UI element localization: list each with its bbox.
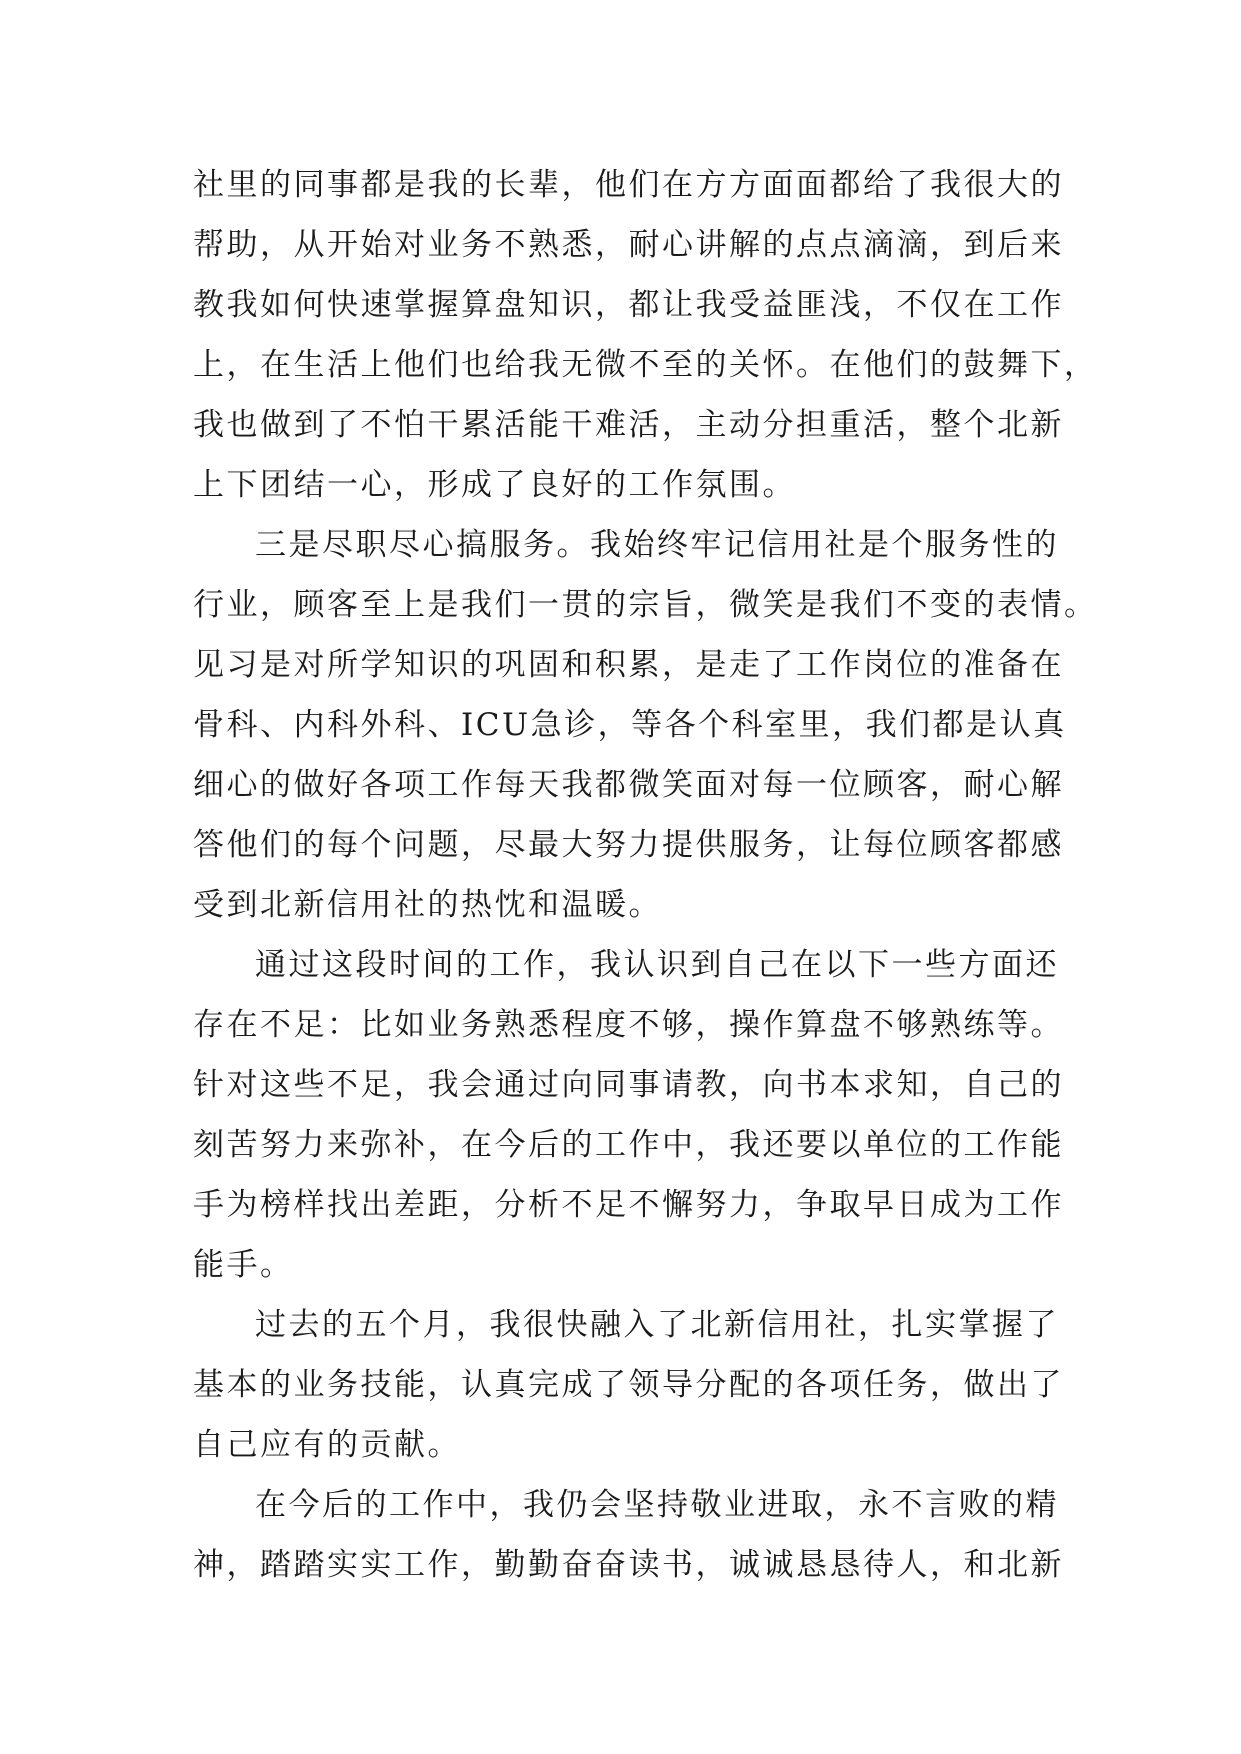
text-line: 骨科、内科外科、ICU急诊，等各个科室里，我们都是认真 (193, 707, 1067, 743)
text-line: 细心的做好各项工作每天我都微笑面对每一位顾客，耐心解 (193, 767, 1064, 803)
text-line: 我也做到了不怕干累活能干难活，主动分担重活，整个北新 (193, 407, 1064, 443)
text-line: 手为榜样找出差距，分析不足不懈努力，争取早日成为工作 (193, 1187, 1064, 1223)
text-line: 能手。 (193, 1247, 294, 1283)
paragraph-first-line: 在今后的工作中，我仍会坚持敬业进取，永不言败的精 (255, 1487, 1059, 1523)
text-line: 行业，顾客至上是我们一贯的宗旨，微笑是我们不变的表情。 (193, 587, 1098, 623)
text-line: 神，踏踏实实工作，勤勤奋奋读书，诚诚恳恳待人，和北新 (193, 1547, 1064, 1583)
text-line: 上下团结一心，形成了良好的工作氛围。 (193, 467, 796, 503)
text-line: 教我如何快速掌握算盘知识，都让我受益匪浅，不仅在工作 (193, 287, 1064, 323)
text-line: 针对这些不足，我会通过向同事请教，向书本求知，自己的 (193, 1067, 1064, 1103)
text-line: 上，在生活上他们也给我无微不至的关怀。在他们的鼓舞下， (193, 347, 1098, 383)
text-line: 存在不足：比如业务熟悉程度不够，操作算盘不够熟练等。 (193, 1007, 1064, 1043)
text-line: 帮助，从开始对业务不熟悉，耐心讲解的点点滴滴，到后来 (193, 227, 1064, 263)
paragraph-first-line: 三是尽职尽心搞服务。我始终牢记信用社是个服务性的 (255, 527, 1059, 563)
text-line: 自己应有的贡献。 (193, 1427, 461, 1463)
text-line: 见习是对所学知识的巩固和积累，是走了工作岗位的准备在 (193, 647, 1064, 683)
text-line: 刻苦努力来弥补，在今后的工作中，我还要以单位的工作能 (193, 1127, 1064, 1163)
text-line: 社里的同事都是我的长辈，他们在方方面面都给了我很大的 (193, 167, 1064, 203)
text-line: 基本的业务技能，认真完成了领导分配的各项任务，做出了 (193, 1367, 1064, 1403)
text-line: 受到北新信用社的热忱和温暖。 (193, 887, 662, 923)
text-line: 答他们的每个问题，尽最大努力提供服务，让每位顾客都感 (193, 827, 1064, 863)
paragraph-first-line: 通过这段时间的工作，我认识到自己在以下一些方面还 (255, 947, 1059, 983)
paragraph-first-line: 过去的五个月，我很快融入了北新信用社，扎实掌握了 (255, 1307, 1059, 1343)
document-body (193, 155, 1098, 1595)
